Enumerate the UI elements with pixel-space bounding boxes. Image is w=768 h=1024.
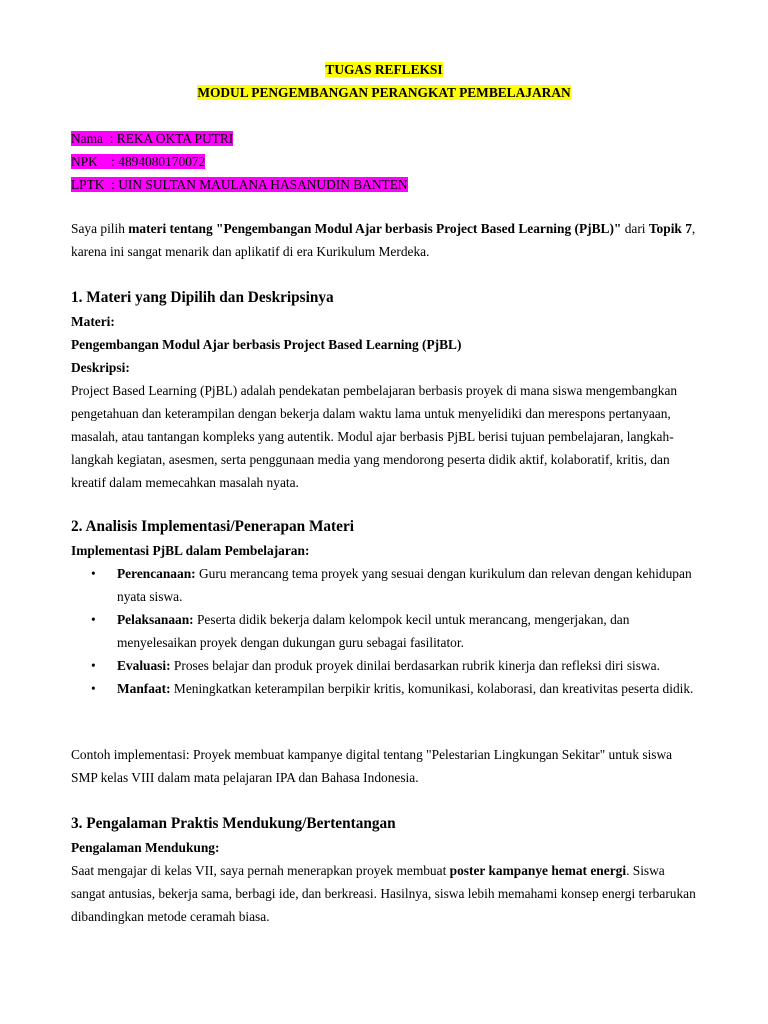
section3-heading: 3. Pengalaman Praktis Mendukung/Bertentangan xyxy=(71,815,396,832)
section2-heading: 2. Analisis Implementasi/Penerapan Materi xyxy=(71,518,354,535)
bullet-icon: • xyxy=(91,681,96,696)
identity-block xyxy=(71,127,408,196)
materi-value: Pengembangan Modul Ajar berbasis Project Based Learning (PjBL) xyxy=(71,337,462,352)
list-item: • Perencanaan: Guru merancang tema proyek yang sesuai dengan kurikulum dan relevan dengan kehidupan nyata siswa. xyxy=(71,562,701,608)
section2-sub: Implementasi PjBL dalam Pembelajaran: xyxy=(71,543,310,558)
list-item: • Manfaat: Meningkatkan keterampilan berpikir kritis, komunikasi, kolaborasi, dan kreativitas peserta didik. xyxy=(71,677,701,700)
bullet-icon: • xyxy=(91,612,96,627)
identity-nama: Nama : REKA OKTA PUTRI xyxy=(71,131,234,146)
pengalaman-label: Pengalaman Mendukung: xyxy=(71,840,220,855)
bullet-icon: • xyxy=(91,658,96,673)
contoh-implementasi: Contoh implementasi: Proyek membuat kampanye digital tentang "Pelestarian Lingkungan Sekitar" untuk siswa SMP kelas VIII dalam mata pelajaran IPA dan Bahasa Indonesia. xyxy=(71,747,673,785)
title-sub: MODUL PENGEMBANGAN PERANGKAT PEMBELAJARAN xyxy=(197,85,571,100)
pengalaman-text: Saat mengajar di kelas VII, saya pernah menerapkan proyek membuat poster kampanye hemat energi. Siswa sangat antusias, bekerja sama, berbagi ide, dan berkreasi. Hasilnya, siswa lebih memahami konsep energi terbarukan dibandingkan metode ceramah biasa. xyxy=(71,863,696,924)
intro-paragraph: Saya pilih materi tentang "Pengembangan Modul Ajar berbasis Project Based Learning (PjBL)" dari Topik 7, karena ini sangat menarik dan aplikatif di era Kurikulum Merdeka. xyxy=(71,221,696,259)
section1-body xyxy=(71,310,701,494)
list-item: • Pelaksanaan: Peserta didik bekerja dalam kelompok kecil untuk merancang, mengerjakan, dan menyelesaikan proyek dengan dukungan guru sebagai fasilitator. xyxy=(71,608,701,654)
list-item: • Evaluasi: Proses belajar dan produk proyek dinilai berdasarkan rubrik kinerja dan refleksi diri siswa. xyxy=(71,654,701,677)
title-block xyxy=(0,58,768,104)
section1-heading: 1. Materi yang Dipilih dan Deskripsinya xyxy=(71,289,334,306)
materi-label: Materi: xyxy=(71,314,115,329)
deskripsi-label: Deskripsi: xyxy=(71,360,130,375)
bullet-icon: • xyxy=(91,566,96,581)
implementation-list xyxy=(71,562,701,700)
identity-lptk: LPTK : UIN SULTAN MAULANA HASANUDIN BANTEN xyxy=(71,177,408,192)
deskripsi-text: Project Based Learning (PjBL) adalah pendekatan pembelajaran berbasis proyek di mana siswa mengembangkan pengetahuan dan keterampilan dengan bekerja dalam waktu lama untuk menyelidiki dan merespons pertanyaan, masalah, atau tantangan kompleks yang autentik. Modul ajar berbasis PjBL berisi tujuan pembelajaran, langkah-langkah kegiatan, asesmen, serta penggunaan media yang mendorong peserta didik aktif, kolaboratif, kritis, dan kreatif dalam memecahkan masalah nyata. xyxy=(71,383,678,490)
section3-body xyxy=(71,836,701,928)
title-main: TUGAS REFLEKSI xyxy=(325,62,443,77)
identity-npk: NPK : 4894080170072 xyxy=(71,154,206,169)
